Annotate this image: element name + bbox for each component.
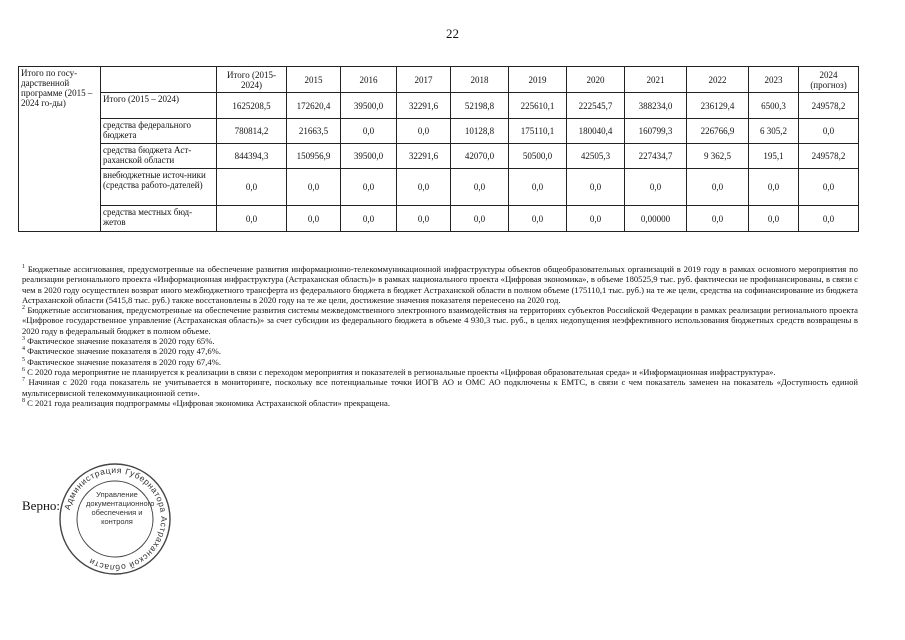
footnotes <box>22 264 858 408</box>
table-cell: 249578,2 <box>799 93 859 119</box>
footnote: $^5$ Фактическое значение показателя в 2020 году 67,4%. <box>22 356 221 367</box>
table-cell: 0,0 <box>509 206 567 232</box>
row-header-cell: Итого по госу-дарственной программе (2015 – 2024 го-ды) <box>19 67 101 232</box>
table-cell: 0,0 <box>341 119 397 144</box>
table-cell: 0,0 <box>341 169 397 206</box>
table-cell: 0,0 <box>341 206 397 232</box>
footnote: $^4$ Фактическое значение показателя в 2020 году 47,6%. <box>22 346 221 357</box>
table-header-row <box>19 67 859 93</box>
table-cell: 225610,1 <box>509 93 567 119</box>
table-cell: 52198,8 <box>451 93 509 119</box>
footnote: $^7$ Начиная с 2020 года показатель не учитывается в мониторинге, поскольку все потенциальные точки ИОГВ АО и ОМС АО подключены к ЕМТС, в связи с чем показатель заменен на показатель «Доступность единой мультисервисной телекоммуникационной сети». <box>22 377 858 398</box>
seal-ring-text: Администрация Губернатора Астраханской области <box>61 464 170 574</box>
table-cell: 780814,2 <box>217 119 287 144</box>
col-header: 2022 <box>687 67 749 93</box>
table-cell: 0,0 <box>799 119 859 144</box>
col-header: 2021 <box>625 67 687 93</box>
col-header: 2017 <box>397 67 451 93</box>
table-cell: 0,0 <box>749 169 799 206</box>
table-cell: 0,0 <box>287 206 341 232</box>
table-row <box>19 169 859 206</box>
table-cell: 6500,3 <box>749 93 799 119</box>
table-cell: 0,0 <box>567 206 625 232</box>
table-cell: 42070,0 <box>451 144 509 169</box>
table-cell: 21663,5 <box>287 119 341 144</box>
table-cell: 227434,7 <box>625 144 687 169</box>
col-header: Итого (2015-2024) <box>217 67 287 93</box>
row-label: средства бюджета Аст-раханской области <box>101 144 217 169</box>
row-label: средства федерального бюджета <box>101 119 217 144</box>
footnote: $^8$ С 2021 года реализация подпрограммы «Цифровая экономика Астраханской области» прекращена. <box>22 397 390 408</box>
table-cell: 150956,9 <box>287 144 341 169</box>
table-cell: 0,0 <box>287 169 341 206</box>
table-cell: 236129,4 <box>687 93 749 119</box>
table-cell: 0,0 <box>625 169 687 206</box>
col-header: 2016 <box>341 67 397 93</box>
col-header: 2024 (прогноз) <box>799 67 859 93</box>
table-cell: 226766,9 <box>687 119 749 144</box>
footnote: $^6$ С 2020 года мероприятие не планируется к реализации в связи с переходом мероприятия и показателей в региональные проекты «Цифровая образовательная среда» и «Информационная инфраструктура». <box>22 366 776 377</box>
col-header: 2020 <box>567 67 625 93</box>
table-cell: 222545,7 <box>567 93 625 119</box>
table-cell: 10128,8 <box>451 119 509 144</box>
row-label: Итого (2015 – 2024) <box>101 93 217 119</box>
funding-table <box>18 66 859 232</box>
page-number: 22 <box>446 26 459 41</box>
table-cell: 0,0 <box>397 206 451 232</box>
table-cell: 9 362,5 <box>687 144 749 169</box>
verno-label: Верно: <box>22 498 61 513</box>
row-label: средства местных бюд-жетов <box>101 206 217 232</box>
table-cell: 0,0 <box>749 206 799 232</box>
table-cell: 0,00000 <box>625 206 687 232</box>
table-cell: 42505,3 <box>567 144 625 169</box>
table-cell: 0,0 <box>567 169 625 206</box>
row-label: внебюджетные источ-ники (средства работо-дателей) <box>101 169 217 206</box>
table-cell: 0,0 <box>687 206 749 232</box>
table-row <box>19 119 859 144</box>
table-cell: 0,0 <box>397 119 451 144</box>
table-cell: 0,0 <box>217 206 287 232</box>
table-cell: 160799,3 <box>625 119 687 144</box>
col-header: 2018 <box>451 67 509 93</box>
table-cell: 0,0 <box>397 169 451 206</box>
table-row <box>19 206 859 232</box>
table-row <box>19 93 859 119</box>
footnote: $^2$ Бюджетные ассигнования, предусмотренные на обеспечение развития системы межведомственного электронного взаимодействия на территориях субъектов Российской Федерации в рамках реализации регионального проекта «Цифровое государственное управление (Астраханская область)» за счет субсидии из федерального бюджета в объеме 4 930,3 тыс. руб., в целях недопущения неэффективного использования бюджетных средств возвращены в 2020 году в федеральный бюджет в полном объеме. <box>22 305 858 336</box>
table-cell: 6 305,2 <box>749 119 799 144</box>
table-cell: 175110,1 <box>509 119 567 144</box>
footnote: $^1$ Бюджетные ассигнования, предусмотренные на обеспечение развития информационно-телекоммуникационной инфраструктуры объектов общеобразовательных организаций в 2019 году в рамках основного мероприятия по реализации регионального проекта «Информационная инфраструктура (Астраханская область)» в рамках национального проекта «Цифровая экономика», в объеме 180525,9 тыс. руб. фактически не профинансированы, в связи с чем в 2020 году осуществлен возврат иного межбюджетного трансферта из федерального бюджета в бюджет Астраханской области в полном объеме (175110,1 тыс. руб.) на те же цели, средства на софинансирование из бюджета Астраханской области (5415,8 тыс. руб.) также восстановлены в 2020 году на те же цели, достижение значения показателя перенесено на 2020 год. <box>22 264 858 305</box>
table-cell: 388234,0 <box>625 93 687 119</box>
table-cell: 50500,0 <box>509 144 567 169</box>
table-cell: 0,0 <box>217 169 287 206</box>
table-cell: 195,1 <box>749 144 799 169</box>
col-header: 2019 <box>509 67 567 93</box>
table-cell: 172620,4 <box>287 93 341 119</box>
table-cell: 32291,6 <box>397 144 451 169</box>
table-cell: 1625208,5 <box>217 93 287 119</box>
table-cell: 0,0 <box>799 206 859 232</box>
table-cell: 249578,2 <box>799 144 859 169</box>
table-cell: 844394,3 <box>217 144 287 169</box>
table-cell: 0,0 <box>451 206 509 232</box>
footnote: $^3$ Фактическое значение показателя в 2020 году 65%. <box>22 336 215 347</box>
header-blank-cell <box>101 67 217 93</box>
table-cell: 32291,6 <box>397 93 451 119</box>
table-cell: 0,0 <box>687 169 749 206</box>
col-header: 2023 <box>749 67 799 93</box>
seal-inner-text: Управление документационного обеспечения и контроля <box>86 490 155 526</box>
table-cell: 39500,0 <box>341 93 397 119</box>
table-cell: 0,0 <box>451 169 509 206</box>
table-cell: 0,0 <box>509 169 567 206</box>
table-cell: 0,0 <box>799 169 859 206</box>
table-row <box>19 144 859 169</box>
col-header: 2015 <box>287 67 341 93</box>
table-cell: 39500,0 <box>341 144 397 169</box>
table-cell: 180040,4 <box>567 119 625 144</box>
